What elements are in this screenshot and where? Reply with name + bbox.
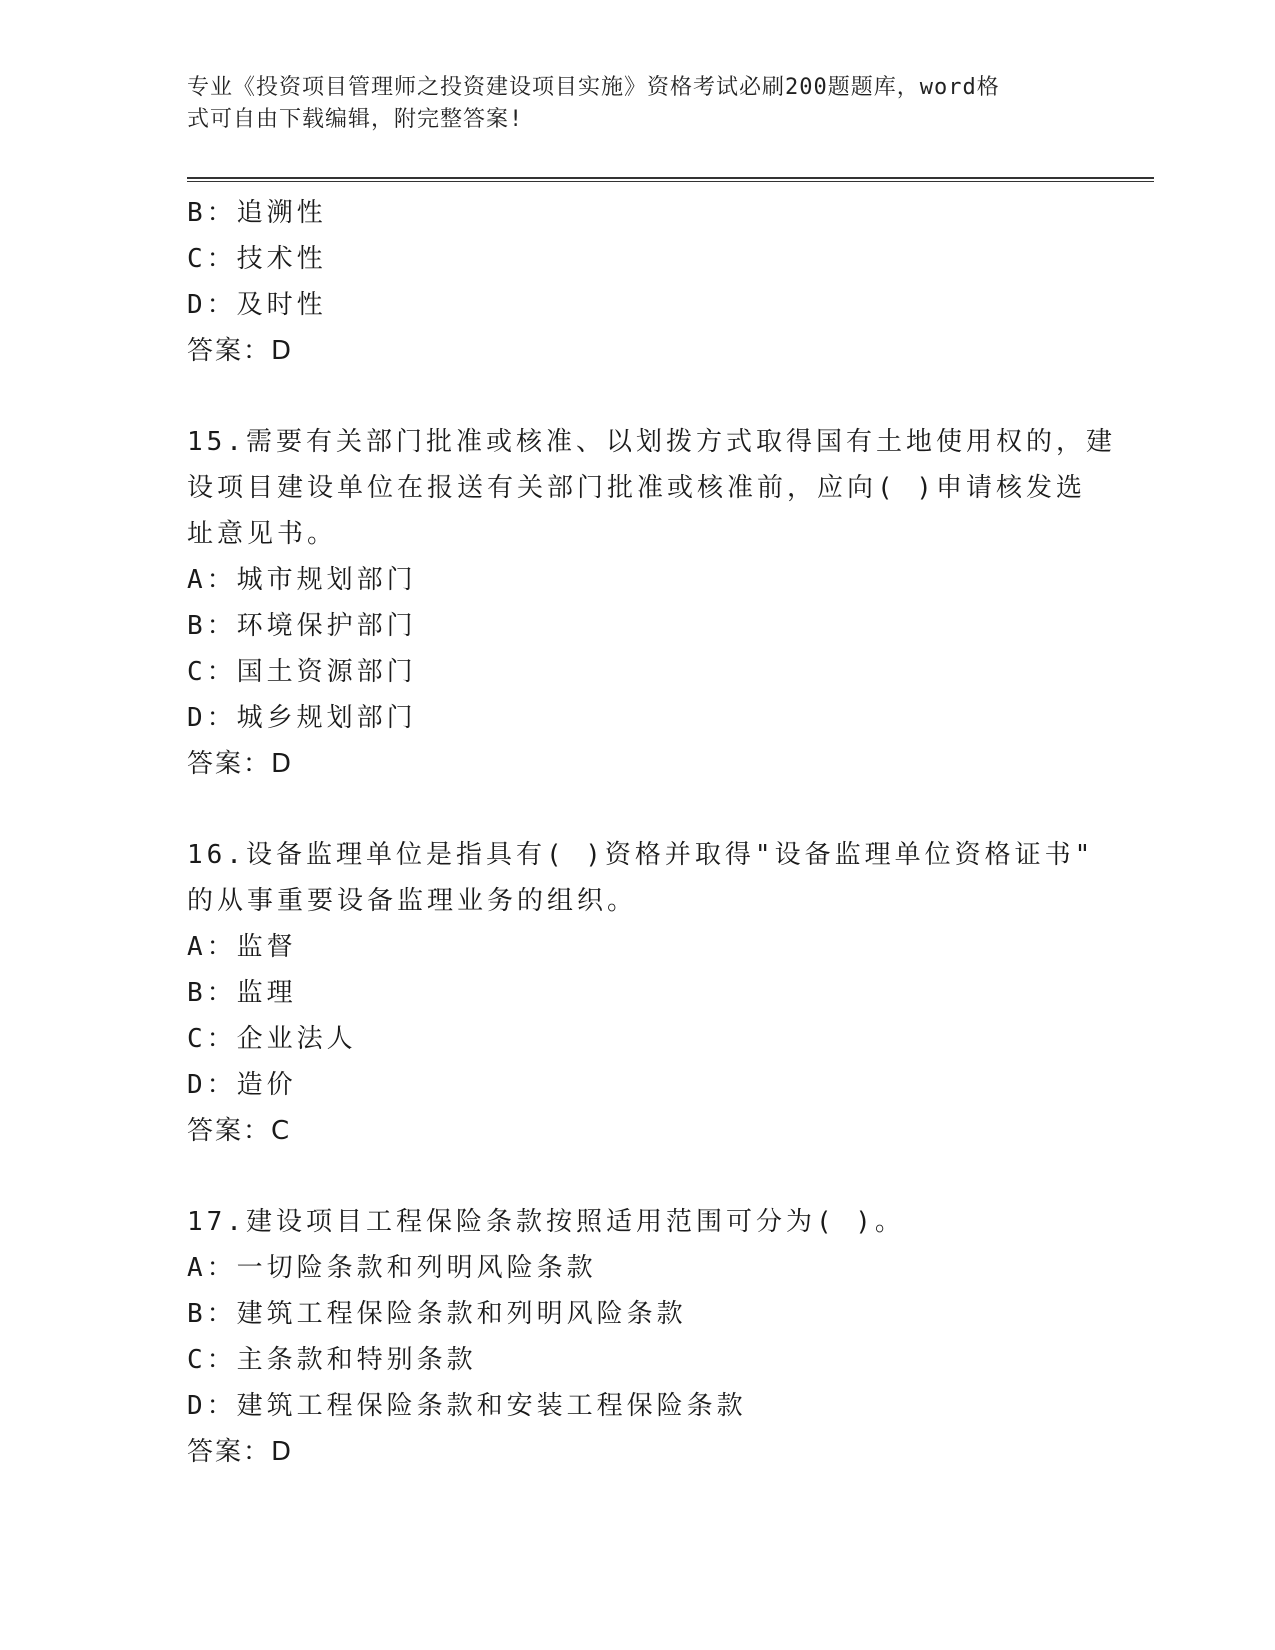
option-c: C：国土资源部门 (187, 657, 417, 687)
answer-line: 答案：D (187, 336, 294, 366)
question-17 (187, 1199, 1087, 1475)
header-title-line-2: 式可自由下载编辑，附完整答案! (187, 107, 524, 132)
option-a: A：监督 (187, 932, 297, 962)
option-d: D：造价 (187, 1070, 297, 1100)
option-c: C：主条款和特别条款 (187, 1345, 477, 1375)
option-a: A：城市规划部门 (187, 565, 417, 595)
option-b: B：建筑工程保险条款和列明风险条款 (187, 1299, 687, 1329)
answer-line: 答案：C (187, 1116, 292, 1146)
question-15 (187, 419, 1116, 787)
option-c: C：企业法人 (187, 1024, 357, 1054)
option-d: D：及时性 (187, 290, 327, 320)
header-title-line-1: 专业《投资项目管理师之投资建设项目实施》资格考试必刷200题题库，word格 (187, 75, 1000, 100)
question-stem: 17.建设项目工程保险条款按照适用范围可分为( )。 (187, 1207, 905, 1237)
question-16 (187, 832, 1095, 1154)
option-d: D：建筑工程保险条款和安装工程保险条款 (187, 1391, 747, 1421)
question-stem: 设项目建设单位在报送有关部门批准或核准前，应向( )申请核发选 (187, 473, 1086, 503)
option-b: B：环境保护部门 (187, 611, 417, 641)
question-stem: 15.需要有关部门批准或核准、以划拨方式取得国有土地使用权的，建 (187, 427, 1116, 457)
option-b: B：追溯性 (187, 198, 327, 228)
answer-line: 答案：D (187, 1437, 294, 1467)
option-d: D：城乡规划部门 (187, 703, 417, 733)
option-a: A：一切险条款和列明风险条款 (187, 1253, 597, 1283)
carryover-question (187, 190, 1087, 374)
answer-line: 答案：D (187, 749, 294, 779)
question-stem: 16.设备监理单位是指具有( )资格并取得"设备监理单位资格证书" (187, 840, 1095, 870)
option-c: C：技术性 (187, 244, 327, 274)
option-b: B：监理 (187, 978, 297, 1008)
header-divider (187, 177, 1154, 182)
question-stem: 址意见书。 (187, 519, 338, 549)
question-stem: 的从事重要设备监理业务的组织。 (187, 886, 638, 916)
question-content (187, 190, 1116, 1475)
page-header (187, 72, 1067, 136)
